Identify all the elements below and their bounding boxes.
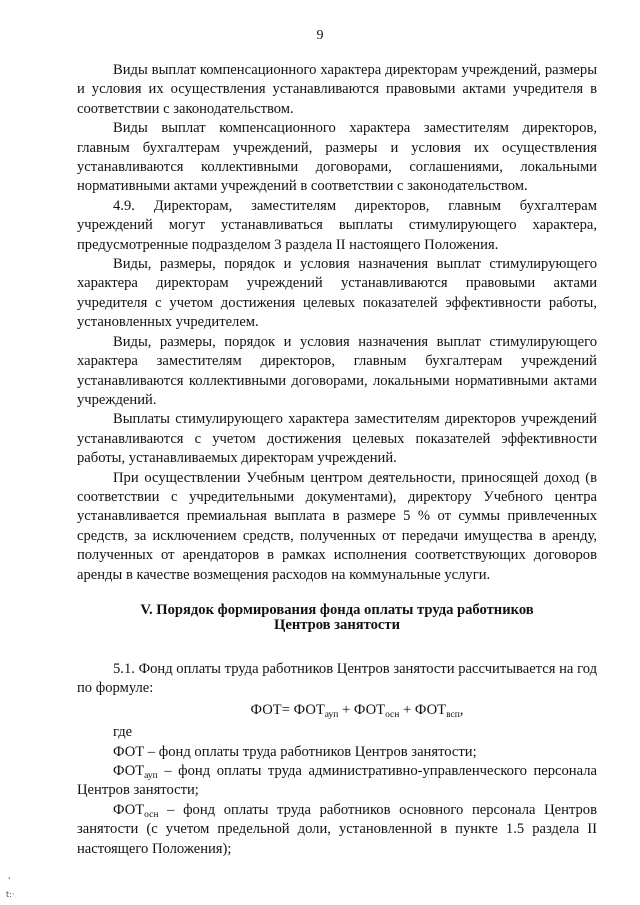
where-label: где — [113, 724, 133, 741]
paragraph-incentive-deputies: Виды, размеры, порядок и условия назначения выплат стимулирующего характера заместителям директоров, главным бухгалтерам учреждений устанавливаются коллективными договорами, локальными нормативными актами учреждений. — [77, 333, 597, 408]
paragraph-compensation-deputies: Виды выплат компенсационного характера заместителям директоров, главным бухгалтерам учреждений, размеры и условия их осуществления устанавливаются коллективными договорами, соглашениями, локальными нормативными актами учреждений в соответствии с законодательством. — [77, 120, 597, 195]
definition-fot-osn — [77, 801, 597, 859]
formula-sub-osn: осн — [385, 709, 400, 720]
definition-aup-text: – фонд оплаты труда административно-управленческого персонала Центров занятости; — [77, 763, 597, 799]
formula-lhs: ФОТ= — [250, 701, 290, 718]
page-number: 9 — [316, 28, 324, 43]
paragraph-incentive-directors: Виды, размеры, порядок и условия назначения выплат стимулирующего характера директорам учреждений устанавливаются правовыми актами учредителя с учетом достижения целевых показателей эффективности работы, установленных учредителем. — [77, 256, 597, 331]
formula-plus: + — [399, 701, 415, 718]
section-heading-line-2: Центров занятости — [274, 616, 400, 633]
definition-aup-sub: ауп — [144, 771, 158, 781]
formula-term-osn: ФОТ — [353, 701, 386, 718]
document-body — [77, 61, 597, 859]
definition-fot-aup — [77, 762, 597, 801]
section-heading-line-1: V. Порядок формирования фонда оплаты труда работников — [140, 601, 534, 618]
paragraph-incentive-targets: Выплаты стимулирующего характера заместителям директоров учреждений устанавливаются с учетом достижения целевых показателей эффективности работы, устанавливаемых директорам учреждений. — [77, 411, 597, 467]
formula-term-vsp: ФОТ — [414, 701, 447, 718]
margin-mark: ʻ — [8, 876, 11, 885]
definition-fot: ФОТ – фонд оплаты труда работников Центров занятости; — [113, 743, 477, 760]
margin-mark: t:· — [6, 890, 15, 899]
formula-sub-aup: ауп — [324, 709, 339, 720]
definition-osn-sub: осн — [144, 809, 159, 820]
section-heading-v — [77, 603, 597, 633]
paragraph-compensation-directors: Виды выплат компенсационного характера директорам учреждений, размеры и условия их осуществления устанавливаются правовыми актами учредителя в соответствии с законодательством. — [77, 62, 597, 117]
definition-osn-term: ФОТ — [113, 801, 145, 818]
formula-end: , — [459, 701, 464, 718]
paragraph-training-center-bonus: При осуществлении Учебным центром деятельности, приносящей доход (в соответствии с учредительными документами), директору Учебного центра устанавливается премиальная выплата в размере 5 % от суммы привлеченных средств, за исключением средств, полученных от передачи имущества в аренду, полученных от арендаторов в рамках исполнения соответствующих договоров аренды в качестве возмещения расходов на коммунальные услуги. — [77, 469, 597, 583]
formula-term-aup: ФОТ — [293, 701, 325, 718]
paragraph-4-9: 4.9. Директорам, заместителям директоров, главным бухгалтерам учреждений могут устанавливаться выплаты стимулирующего характера, предусмотренные подразделом 3 раздела II настоящего Положения. — [77, 197, 597, 253]
paragraph-5-1: 5.1. Фонд оплаты труда работников Центров занятости рассчитывается на год по формуле: — [77, 660, 597, 697]
formula-sub-vsp: всп — [446, 709, 460, 720]
definition-aup-term: ФОТ — [113, 763, 145, 779]
formula-plus: + — [338, 701, 354, 718]
wage-fund-formula — [77, 701, 597, 720]
definition-osn-text: – фонд оплаты труда работников основного персонала Центров занятости (с учетом предельной доли, установленной в пункте 1.5 раздела II настоящего Положения); — [77, 801, 597, 857]
